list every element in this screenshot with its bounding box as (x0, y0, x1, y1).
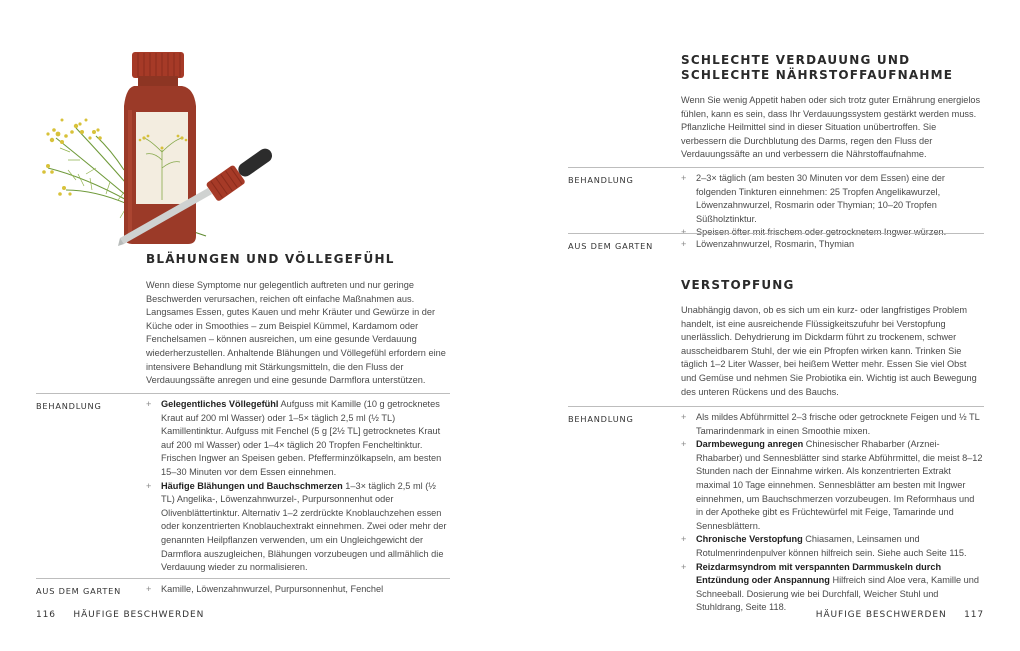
left-intro-paragraph: Wenn diese Symptome nur gelegentlich auftreten und nur geringe Beschwerden verursachen, reichen oft einfache Maßnahmen aus. Langsames Essen, gutes Kauen und mehr Kräuter und Gewürze in der Küche oder in Smoothies – zum Beispiel Kümmel, Kardamom oder Fenchelsamen – können ausreichen, um eine gesunde Verdauung wiederherzustellen. Anhaltende Blähungen und Völlegefühl erfordern eine intensivere Behandlung mit Stärkungsmitteln, die den Fluss der Verdauungssäfte anregen und eine gesunde Darmflora unterstützen. (146, 280, 446, 386)
list-item: + Gelegentliches Völlegefühl Aufguss mit Kamille (10 g getrocknetes Kraut auf 200 ml Wasser) oder 1–5× täglich 2,5 ml (½ TL) Kamillentinktur. Aufguss mit Fenchel (5 g [2½ TL] getrocknetes Kraut auf 200 ml Wasser) oder 1–4× täglich 20 Tropfen Fencheltinktur. Frischen Ingwer an Speisen geben. Pfefferminzölkapseln, am besten 15–30 Minuten vor dem Essen einnehmen. (146, 398, 450, 480)
left-running-head: HÄUFIGE BESCHWERDEN (73, 610, 205, 620)
left-garden-label: AUS DEM GARTEN (36, 586, 122, 596)
left-treatment-list (146, 398, 450, 575)
left-section-title: BLÄHUNGEN UND VÖLLEGEFÜHL (146, 252, 395, 266)
right-section1-treatment-label: BEHANDLUNG (568, 175, 634, 185)
list-item: + Darmbewegung anregen Chinesischer Rhabarber (Arznei-Rhabarber) und Sennesblätter sind starke Abführmittel, die meist 8–12 Stunden nach der Einnahme wirken. Als konzentrierten Extrakt maximal 10 Tage einnehmen. Sennesblätter am besten mit Ingwer einnehmen, um Bauchschmerzen vorzubeugen. Im Reformhaus und in der Apotheke gibt es Früchtewürfel mit Feige, Tamarinde und Sennesblättern. (681, 438, 983, 533)
right-section1-treatment-list (681, 172, 983, 240)
list-item: + 2–3× täglich (am besten 30 Minuten vor dem Essen) eine der folgenden Tinkturen einnehmen: 25 Tropfen Angelikawurzel, Löwenzahnwurzel, Rosmarin oder Thymian; 10–20 Tropfen Süßholztinktur. (681, 172, 983, 226)
right-section2-title: VERSTOPFUNG (681, 278, 795, 292)
list-item: + Häufige Blähungen und Bauchschmerzen 1–3× täglich 2,5 ml (½ TL) Angelika-, Löwenzahnwurzel-, Purpursonnenhut oder Olivenblättertinktur. Alternativ 1–2 zerdrückte Knoblauchzehen essen oder konzentrierten Knoblauchextrakt einnehmen. Zwei oder mehr der genannten Heilpflanzen verwenden, um ein Ungleichgewicht der Darmflora auszugleichen, Blähungen vorzubeugen und allmählich die Verdauung wieder zu normalisieren. (146, 480, 450, 575)
right-running-head: HÄUFIGE BESCHWERDEN (815, 610, 947, 620)
left-divider-1 (36, 393, 450, 394)
right-section1-garden-label: AUS DEM GARTEN (568, 241, 654, 251)
list-item: + Reizdarmsyndrom mit verspannten Darmmuskeln durch Entzündung oder Anspannung Hilfreich sind Aloe vera, Kamille und Schneeball. Dosierung wie bei Durchfall, Weicher Stuhl und Stuhldrang, Seite 118. (681, 561, 983, 615)
list-item: + Chronische Verstopfung Chiasamen, Leinsamen und Rotulmenrindenpulver können hilfreich sein. Siehe auch Seite 115. (681, 533, 983, 560)
right-section1-intro: Wenn Sie wenig Appetit haben oder sich trotz guter Ernährung energielos fühlen, kann es sein, dass Ihr Verdauungssystem gestärkt werden muss. Pflanzliche Heilmittel sind in dieser Situation unübertroffen. Sie verbessern die Durchblutung des Darms, regen den Fluss der Verdauungssäfte an und verbessern die Nährstoffaufnahme. (681, 95, 981, 160)
left-page-footer (36, 610, 204, 620)
list-item: + Kamille, Löwenzahnwurzel, Purpursonnenhut, Fenchel (146, 583, 450, 597)
right-divider-1 (568, 167, 984, 168)
left-page-number: 116 (36, 610, 56, 620)
right-page-footer (816, 610, 984, 620)
right-section2-treatment-label: BEHANDLUNG (568, 414, 634, 424)
list-item: + Löwenzahnwurzel, Rosmarin, Thymian (681, 238, 983, 252)
right-divider-3 (568, 406, 984, 407)
list-item: + Als mildes Abführmittel 2–3 frische oder getrocknete Feigen und ½ TL Tamarindenmark in einen Smoothie mixen. (681, 411, 983, 438)
left-garden-list (146, 583, 450, 597)
right-section2-intro: Unabhängig davon, ob es sich um ein kurz- oder langfristiges Problem handelt, ist eine ausreichende Flüssigkeitszufuhr bei Verstopfung unerlässlich. Dehydrierung im Dickdarm führt zu trockenem, schwer ausscheidbarem Stuhl, der wie ein Pfropfen wirken kann. Trinken Sie täglich 1–2 Liter Wasser, bei heißem Wetter mehr. Essen Sie viel Obst und Gemüse und nehmen Sie Probiotika ein. Wichtig ist auch Bewegung des unteren Rückens und des Bauchs. (681, 305, 977, 397)
right-section1-garden-list (681, 238, 983, 252)
right-section1-title: SCHLECHTE VERDAUUNG UND SCHLECHTE NÄHRSTOFFAUFNAHME (681, 53, 954, 82)
right-section2-treatment-list (681, 411, 983, 615)
tincture-bottle-illustration (36, 40, 296, 252)
left-treatment-label: BEHANDLUNG (36, 401, 102, 411)
right-divider-2 (568, 233, 984, 234)
left-divider-2 (36, 578, 450, 579)
right-page-number: 117 (964, 610, 984, 620)
